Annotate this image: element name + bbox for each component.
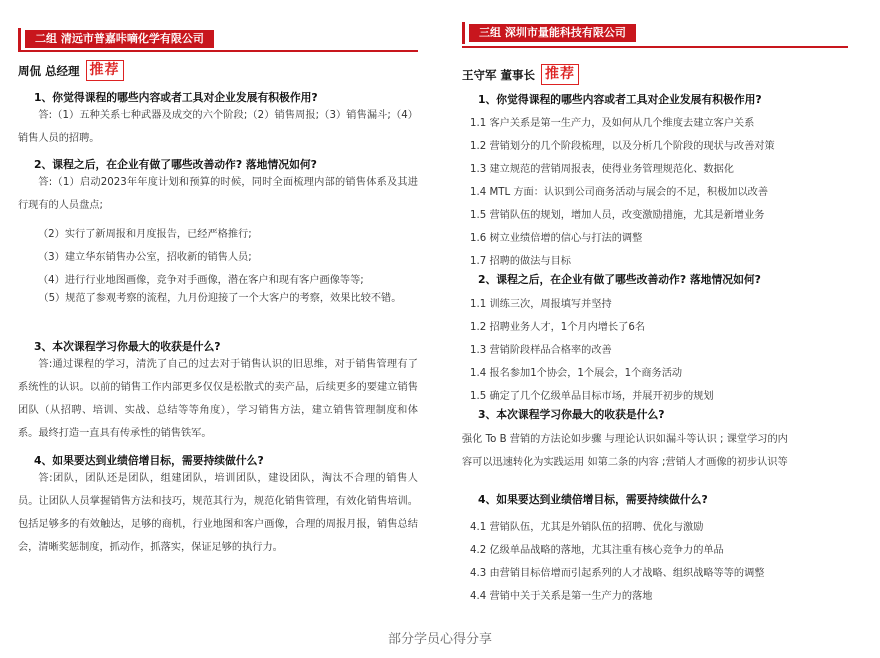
answer-3-line: 容可以迅速转化为实践运用 如第二条的内容 ;营销人才画像的初步认识等 bbox=[462, 457, 788, 468]
question-2: 2、课程之后，在企业有做了哪些改善动作? 落地情况如何? bbox=[478, 273, 761, 286]
question-2: 2、课程之后，在企业有做了哪些改善动作? 落地情况如何? bbox=[34, 158, 317, 171]
recommend-stamp: 推荐 bbox=[86, 60, 124, 81]
group-banner bbox=[462, 22, 636, 44]
question-3: 3、本次课程学习你最大的收获是什么? bbox=[478, 408, 665, 421]
answer-item: 1.1 训练三次，周报填写并坚持 bbox=[470, 299, 612, 310]
answer-2-item: （2）实行了新周报和月度报告，已经严格推行; bbox=[38, 229, 252, 240]
question-1: 1、你觉得课程的哪些内容或者工具对企业发展有积极作用? bbox=[478, 93, 762, 106]
banner-tick bbox=[462, 22, 465, 44]
banner-tick bbox=[18, 28, 21, 50]
answer-item: 1.3 营销阶段样品合格率的改善 bbox=[470, 345, 612, 356]
question-3: 3、本次课程学习你最大的收获是什么? bbox=[34, 340, 221, 353]
answer-item: 1.3 建立规范的营销周报表，使得业务管理规范化、数据化 bbox=[470, 164, 734, 175]
answer-item: 1.1 客户关系是第一生产力，及如何从几个维度去建立客户关系 bbox=[470, 118, 755, 129]
answer-item: 1.2 招聘业务人才，1个月内增长了6名 bbox=[470, 322, 646, 333]
answer-item: 4.2 亿级单品战略的落地，尤其注重有核心竞争力的单品 bbox=[470, 545, 724, 556]
person-name bbox=[18, 60, 124, 81]
person-title: 周侃 总经理 bbox=[18, 63, 80, 78]
banner-underline bbox=[18, 50, 418, 52]
question-1: 1、你觉得课程的哪些内容或者工具对企业发展有积极作用? bbox=[34, 91, 318, 104]
answer-item: 4.1 营销队伍，尤其是外销队伍的招聘、优化与激励 bbox=[470, 522, 704, 533]
answer-2-intro: 答:（1）启动2023年年度计划和预算的时候，同时全面梳理内部的销售体系及其进行现有的人员盘点; bbox=[18, 177, 418, 211]
answer-item: 1.5 营销队伍的规划，增加人员，改变激励措施，尤其是新增业务 bbox=[470, 210, 765, 221]
page-caption: 部分学员心得分享 bbox=[387, 632, 492, 647]
answer-item: 1.6 树立业绩倍增的信心与打法的调整 bbox=[470, 233, 643, 244]
answer-item: 1.2 营销划分的几个阶段梳理，以及分析几个阶段的现状与改善对策 bbox=[470, 141, 775, 152]
answer-item: 4.3 由营销目标倍增而引起系列的人才战略、组织战略等等的调整 bbox=[470, 568, 765, 579]
recommend-stamp: 推荐 bbox=[541, 64, 579, 85]
answer-3: 答:通过课程的学习，清洗了自己的过去对于销售认识的旧思维，对于销售管理有了系统性的认识。以前的销售工作内部更多仅仅是松散式的卖产品，后续更多的要建立销售团队（从招聘、培训、实战、总结等等角度），学习销售方法，建立销售管理制度和体系。最终打造一直具有传承性的销售铁军。 bbox=[18, 359, 418, 439]
banner-label: 三组 深圳市量能科技有限公司 bbox=[469, 24, 636, 42]
answer-2-last: （5）规范了参观考察的流程，九月份迎接了一个大客户的考察，效果比较不错。 bbox=[38, 293, 402, 304]
banner-label: 二组 清远市普嘉咔嘀化学有限公司 bbox=[25, 30, 214, 48]
group-banner bbox=[18, 28, 214, 50]
answer-2-item: （3）建立华东销售办公室，招收新的销售人员; bbox=[38, 252, 252, 263]
answer-4: 答:团队，团队还是团队，组建团队，培训团队，建设团队，淘汰不合理的销售人员。让团队人员掌握销售方法和技巧，规范其行为，规范化销售管理，有效化销售培训。包括足够多的有效触达，足够的商机，行业地图和客户画像，合理的周报月报，销售总结会，清晰奖惩制度，抓动作，抓落实，保证足够的执行力。 bbox=[18, 473, 418, 553]
answer-item: 1.7 招聘的做法与目标 bbox=[470, 256, 571, 267]
answer-3-line: 强化 To B 营销的方法论如步骤 与理论认识如漏斗等认识 ; 课堂学习的内 bbox=[462, 434, 788, 445]
banner-underline bbox=[462, 46, 848, 48]
person-name bbox=[462, 64, 579, 85]
answer-2-item: （4）进行行业地图画像，竞争对手画像，潜在客户和现有客户画像等等; bbox=[38, 275, 364, 286]
question-4: 4、如果要达到业绩倍增目标，需要持续做什么? bbox=[478, 493, 708, 506]
answer-item: 1.4 MTL 方面：认识到公司商务活动与展会的不足，积极加以改善 bbox=[470, 187, 769, 198]
answer-item: 1.4 报名参加1个协会，1个展会，1个商务活动 bbox=[470, 368, 683, 379]
answer-1: 答:（1）五种关系七种武器及成交的六个阶段;（2）销售周报;（3）销售漏斗;（4）销售人员的招聘。 bbox=[18, 110, 418, 144]
answer-item: 1.5 确定了几个亿级单品目标市场，并展开初步的规划 bbox=[470, 391, 714, 402]
person-title: 王守军 董事长 bbox=[462, 67, 536, 82]
question-4: 4、如果要达到业绩倍增目标，需要持续做什么? bbox=[34, 454, 264, 467]
answer-item: 4.4 营销中关于关系是第一生产力的落地 bbox=[470, 591, 653, 602]
